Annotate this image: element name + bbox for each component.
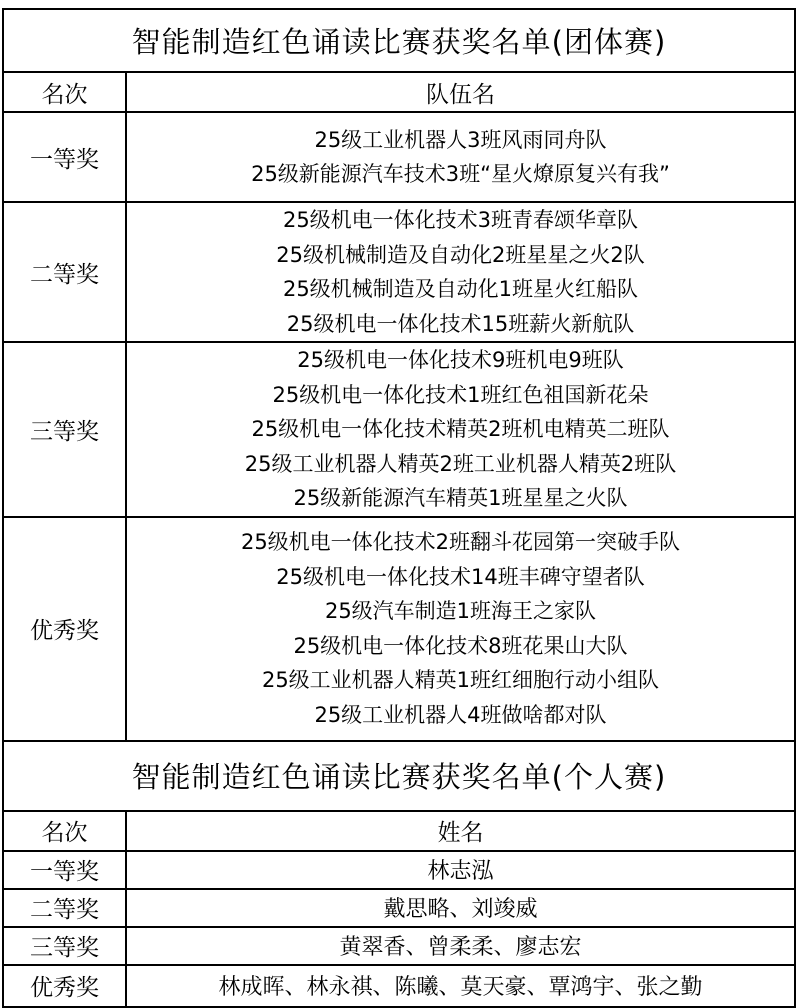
team-entry: 25级机电一体化技术3班青春颂华章队 — [282, 208, 639, 232]
table-row — [3, 851, 795, 889]
rank-cell: 一等奖 — [3, 851, 126, 889]
entries-cell — [126, 517, 795, 741]
names-cell: 林志泓 — [126, 851, 795, 889]
table-row — [3, 72, 795, 112]
rank-cell: 二等奖 — [3, 889, 126, 927]
team-entry: 25级机电一体化技术14班丰碑守望者队 — [276, 564, 645, 589]
team-entry: 25级机电一体化技术15班薪火新航队 — [286, 311, 635, 336]
team-entry: 25级新能源汽车精英1班星星之火队 — [293, 486, 628, 510]
team-entry: 25级机械制造及自动化1班星火红船队 — [282, 277, 639, 301]
rank-cell: 二等奖 — [3, 202, 126, 342]
table-row — [3, 517, 795, 741]
team-column-header-name: 队伍名 — [126, 72, 795, 112]
rank-cell: 优秀奖 — [3, 965, 126, 1007]
team-entry: 25级汽车制造1班海王之家队 — [324, 599, 597, 623]
table-row — [3, 965, 795, 1007]
names-cell: 黄翠香、曾柔柔、廖志宏 — [126, 927, 795, 965]
rank-cell: 优秀奖 — [3, 517, 126, 741]
table-row — [3, 741, 795, 811]
team-entry: 25级机电一体化技术9班机电9班队 — [297, 348, 624, 372]
table-row — [3, 342, 795, 517]
table-row — [3, 927, 795, 965]
team-entry: 25级工业机器人4班做啥都对队 — [314, 702, 607, 727]
table-row — [3, 9, 795, 72]
team-table-title: 智能制造红色诵读比赛获奖名单(团体赛) — [3, 9, 795, 72]
award-tables — [2, 8, 796, 1008]
entries-cell — [126, 202, 795, 342]
rank-cell: 三等奖 — [3, 342, 126, 517]
individual-column-header-name: 姓名 — [126, 811, 795, 851]
names-cell: 林成晖、林永祺、陈曦、莫天豪、覃鸿宇、张之勤 — [126, 965, 795, 1007]
team-entry: 25级机电一体化技术8班花果山大队 — [293, 633, 628, 658]
table-row — [3, 112, 795, 202]
table-row — [3, 202, 795, 342]
individual-table-title: 智能制造红色诵读比赛获奖名单(个人赛) — [3, 741, 795, 811]
entries-cell — [126, 342, 795, 517]
team-entry: 25级新能源汽车技术3班“星火燎原复兴有我” — [251, 162, 670, 186]
team-entry: 25级机电一体化技术1班红色祖国新花朵 — [272, 382, 649, 407]
team-entry: 25级机械制造及自动化2班星星之火2队 — [276, 242, 645, 267]
team-column-header-rank: 名次 — [3, 72, 126, 112]
team-entry: 25级工业机器人精英1班红细胞行动小组队 — [261, 668, 660, 692]
team-entry: 25级工业机器人3班风雨同舟队 — [314, 127, 607, 152]
rank-cell: 一等奖 — [3, 112, 126, 202]
entries-cell — [126, 112, 795, 202]
award-sheet — [2, 8, 796, 1008]
individual-column-header-rank: 名次 — [3, 811, 126, 851]
team-entry: 25级工业机器人精英2班工业机器人精英2班队 — [244, 451, 677, 476]
rank-cell: 三等奖 — [3, 927, 126, 965]
names-cell: 戴思略、刘竣威 — [126, 889, 795, 927]
team-entry: 25级机电一体化技术精英2班机电精英二班队 — [251, 417, 670, 441]
table-row — [3, 811, 795, 851]
team-entry: 25级机电一体化技术2班翻斗花园第一突破手队 — [240, 530, 681, 554]
table-row — [3, 889, 795, 927]
